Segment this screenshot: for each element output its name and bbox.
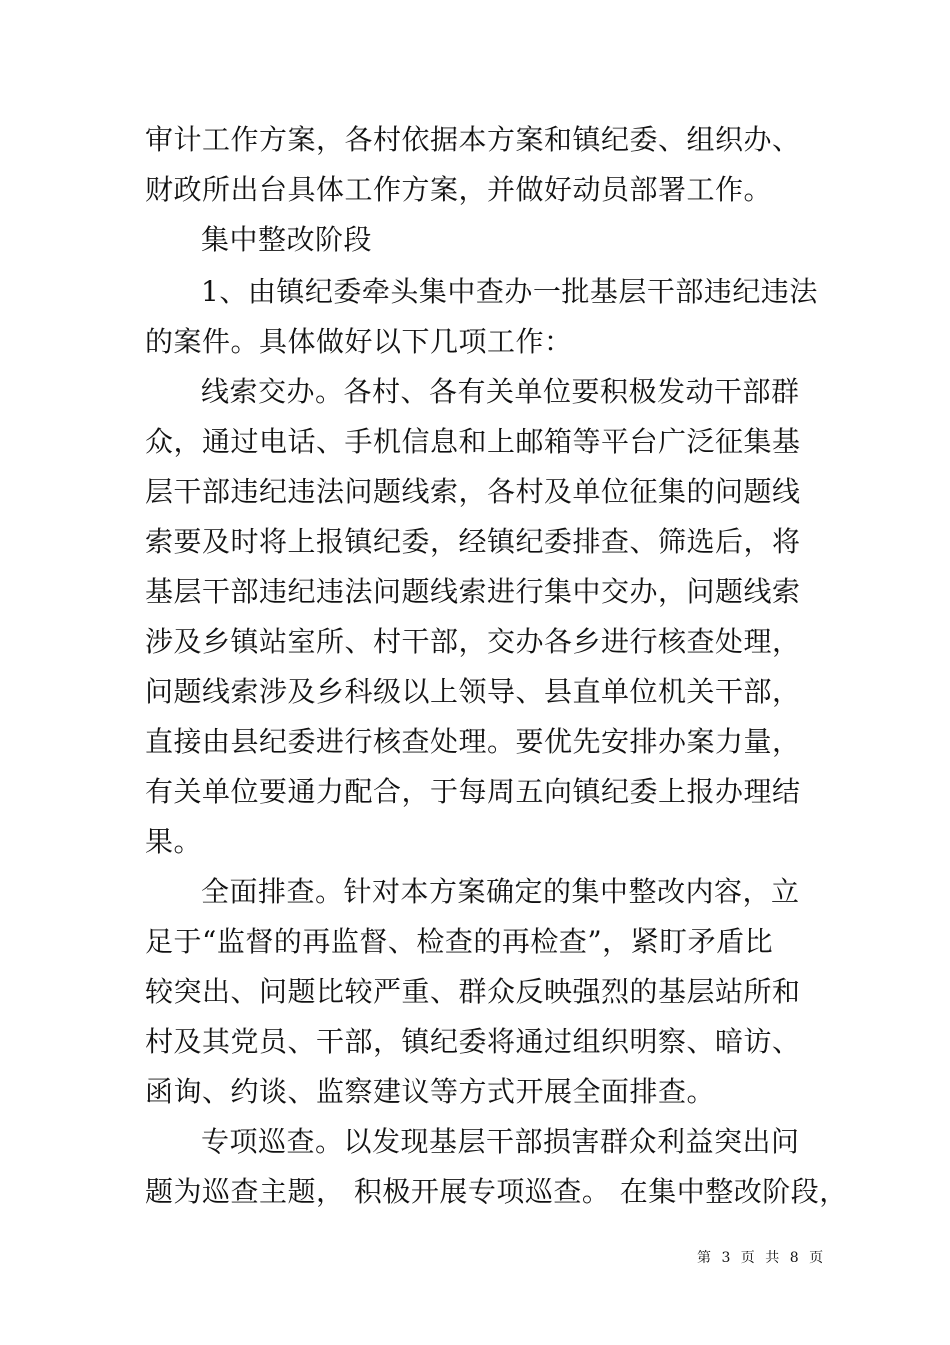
body-line: 财政所出台具体工作方案，并做好动员部署工作。	[145, 173, 773, 206]
body-line: 线索交办。各村、各有关单位要积极发动干部群	[201, 375, 800, 408]
body-line: 专项巡查。以发现基层干部损害群众利益突出问	[201, 1125, 800, 1158]
body-line: 问题线索涉及乡科级以上领导、县直单位机关干部，	[145, 675, 801, 708]
body-line: 1、由镇纪委牵头集中查办一批基层干部违纪违法	[201, 275, 818, 308]
body-line: 题为巡查主题， 积极开展专项巡查。 在集中整改阶段，	[145, 1175, 848, 1208]
body-line: 果。	[145, 825, 203, 858]
body-line: 基层干部违纪违法问题线索进行集中交办，问题线索	[145, 575, 801, 608]
body-line: 审计工作方案，各村依据本方案和镇纪委、组织办、	[145, 123, 801, 156]
body-line: 函询、约谈、监察建议等方式开展全面排查。	[145, 1075, 716, 1108]
body-line: 有关单位要通力配合，于每周五向镇纪委上报办理结	[145, 775, 801, 808]
body-line: 全面排查。针对本方案确定的集中整改内容，立	[201, 875, 800, 908]
page-number-footer: 第 3 页 共 8 页	[697, 1250, 827, 1266]
body-line: 索要及时将上报镇纪委，经镇纪委排查、筛选后，将	[145, 525, 801, 558]
body-line: 村及其党员、干部，镇纪委将通过组织明察、暗访、	[145, 1025, 801, 1058]
section-heading: 集中整改阶段	[201, 223, 373, 256]
body-line: 足于“监督的再监督、检查的再检查”，紧盯矛盾比	[145, 925, 774, 958]
body-line: 的案件。具体做好以下几项工作：	[145, 325, 573, 358]
body-line: 层干部违纪违法问题线索，各村及单位征集的问题线	[145, 475, 801, 508]
body-line: 直接由县纪委进行核查处理。要优先安排办案力量，	[145, 725, 801, 758]
body-line: 较突出、问题比较严重、群众反映强烈的基层站所和	[145, 975, 801, 1008]
body-line: 众，通过电话、手机信息和上邮箱等平台广泛征集基	[145, 425, 801, 458]
body-line: 涉及乡镇站室所、村干部，交办各乡进行核查处理，	[145, 625, 801, 658]
